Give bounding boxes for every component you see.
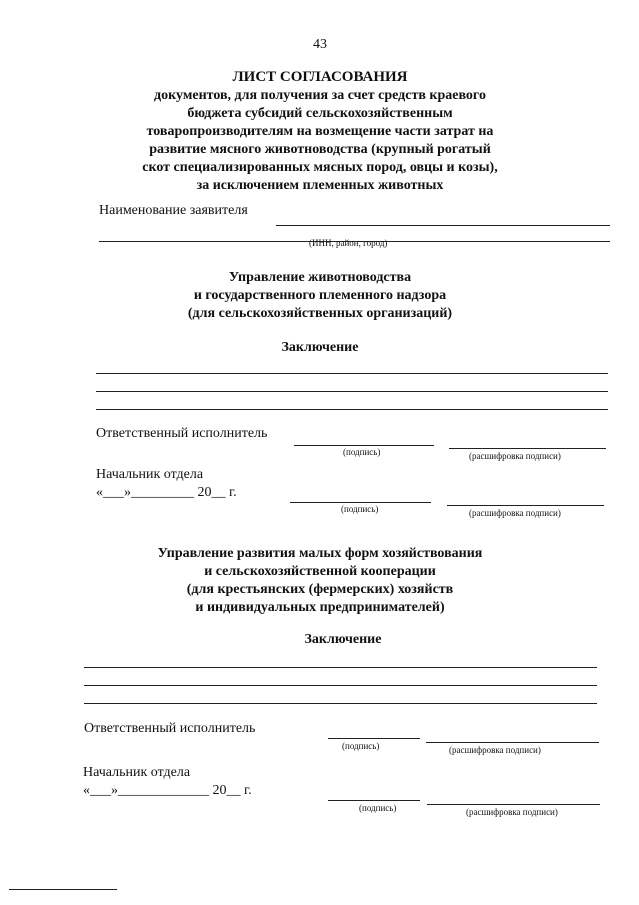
section1-conclusion-line[interactable] bbox=[96, 391, 608, 392]
applicant-label: Наименование заявителя bbox=[99, 203, 248, 218]
section2-conclusion-line[interactable] bbox=[84, 667, 597, 668]
footnote-separator bbox=[9, 889, 117, 890]
subtitle-line: бюджета субсидий сельскохозяйственным bbox=[187, 106, 453, 121]
heading-line: (для крестьянских (фермерских) хозяйств bbox=[186, 582, 454, 597]
section2-executor-signature-line[interactable] bbox=[328, 738, 420, 739]
section2-decode-hint: (расшифровка подписи) bbox=[449, 745, 541, 755]
section2-signature-hint: (подпись) bbox=[342, 741, 380, 751]
section2-head-decode-line[interactable] bbox=[427, 804, 600, 805]
subtitle-line: скот специализированных мясных пород, овцы и козы), bbox=[142, 160, 498, 175]
section1-decode-hint: (расшифровка подписи) bbox=[469, 451, 561, 461]
section1-head-decode-line[interactable] bbox=[447, 505, 604, 506]
section1-conclusion-label: Заключение bbox=[281, 340, 359, 355]
page-number: 43 bbox=[313, 37, 327, 52]
applicant-hint: (ИНН, район, город) bbox=[309, 238, 388, 248]
subtitle-line: документов, для получения за счет средств краевого bbox=[154, 88, 486, 103]
section1-signature-hint: (подпись) bbox=[343, 447, 381, 457]
section1-executor-signature-line[interactable] bbox=[294, 445, 434, 446]
section2-conclusion-line[interactable] bbox=[84, 685, 597, 686]
section1-conclusion-line[interactable] bbox=[96, 373, 608, 374]
section2-head-signature-line[interactable] bbox=[328, 800, 420, 801]
heading-line: (для сельскохозяйственных организаций) bbox=[187, 306, 453, 321]
section2-date-line[interactable]: «___»_____________ 20__ г. bbox=[83, 783, 252, 798]
heading-line: и государственного племенного надзора bbox=[193, 288, 447, 303]
subtitle-line: за исключением племенных животных bbox=[196, 178, 444, 193]
section1-executor-decode-line[interactable] bbox=[449, 448, 606, 449]
section1-executor-label: Ответственный исполнитель bbox=[96, 426, 268, 441]
section2-executor-decode-line[interactable] bbox=[426, 742, 599, 743]
subtitle-line: товаропроизводителям на возмещение части затрат на bbox=[146, 124, 494, 139]
section2-decode-hint-2: (расшифровка подписи) bbox=[466, 807, 558, 817]
heading-line: и сельскохозяйственной кооперации bbox=[204, 564, 436, 579]
subtitle-line: развитие мясного животноводства (крупный рогатый bbox=[149, 142, 491, 157]
section2-conclusion-label: Заключение bbox=[304, 632, 382, 647]
section2-conclusion-line[interactable] bbox=[84, 703, 597, 704]
applicant-name-line[interactable] bbox=[276, 225, 610, 226]
document-subtitle bbox=[100, 87, 540, 195]
section1-conclusion-line[interactable] bbox=[96, 409, 608, 410]
section1-heading bbox=[120, 269, 520, 323]
section2-signature-hint-2: (подпись) bbox=[359, 803, 397, 813]
heading-line: и индивидуальных предпринимателей) bbox=[195, 600, 445, 615]
heading-line: Управление развития малых форм хозяйствования bbox=[157, 546, 483, 561]
section1-decode-hint-2: (расшифровка подписи) bbox=[469, 508, 561, 518]
heading-line: Управление животноводства bbox=[228, 270, 412, 285]
section1-signature-hint-2: (подпись) bbox=[341, 504, 379, 514]
section1-head-label: Начальник отдела bbox=[96, 467, 204, 482]
section2-executor-label: Ответственный исполнитель bbox=[84, 721, 256, 736]
section1-head-signature-line[interactable] bbox=[290, 502, 431, 503]
section1-date-line[interactable]: «___»_________ 20__ г. bbox=[96, 485, 237, 500]
section2-head-label: Начальник отдела bbox=[83, 765, 191, 780]
document-title: ЛИСТ СОГЛАСОВАНИЯ bbox=[232, 69, 408, 85]
section2-heading bbox=[110, 545, 530, 617]
